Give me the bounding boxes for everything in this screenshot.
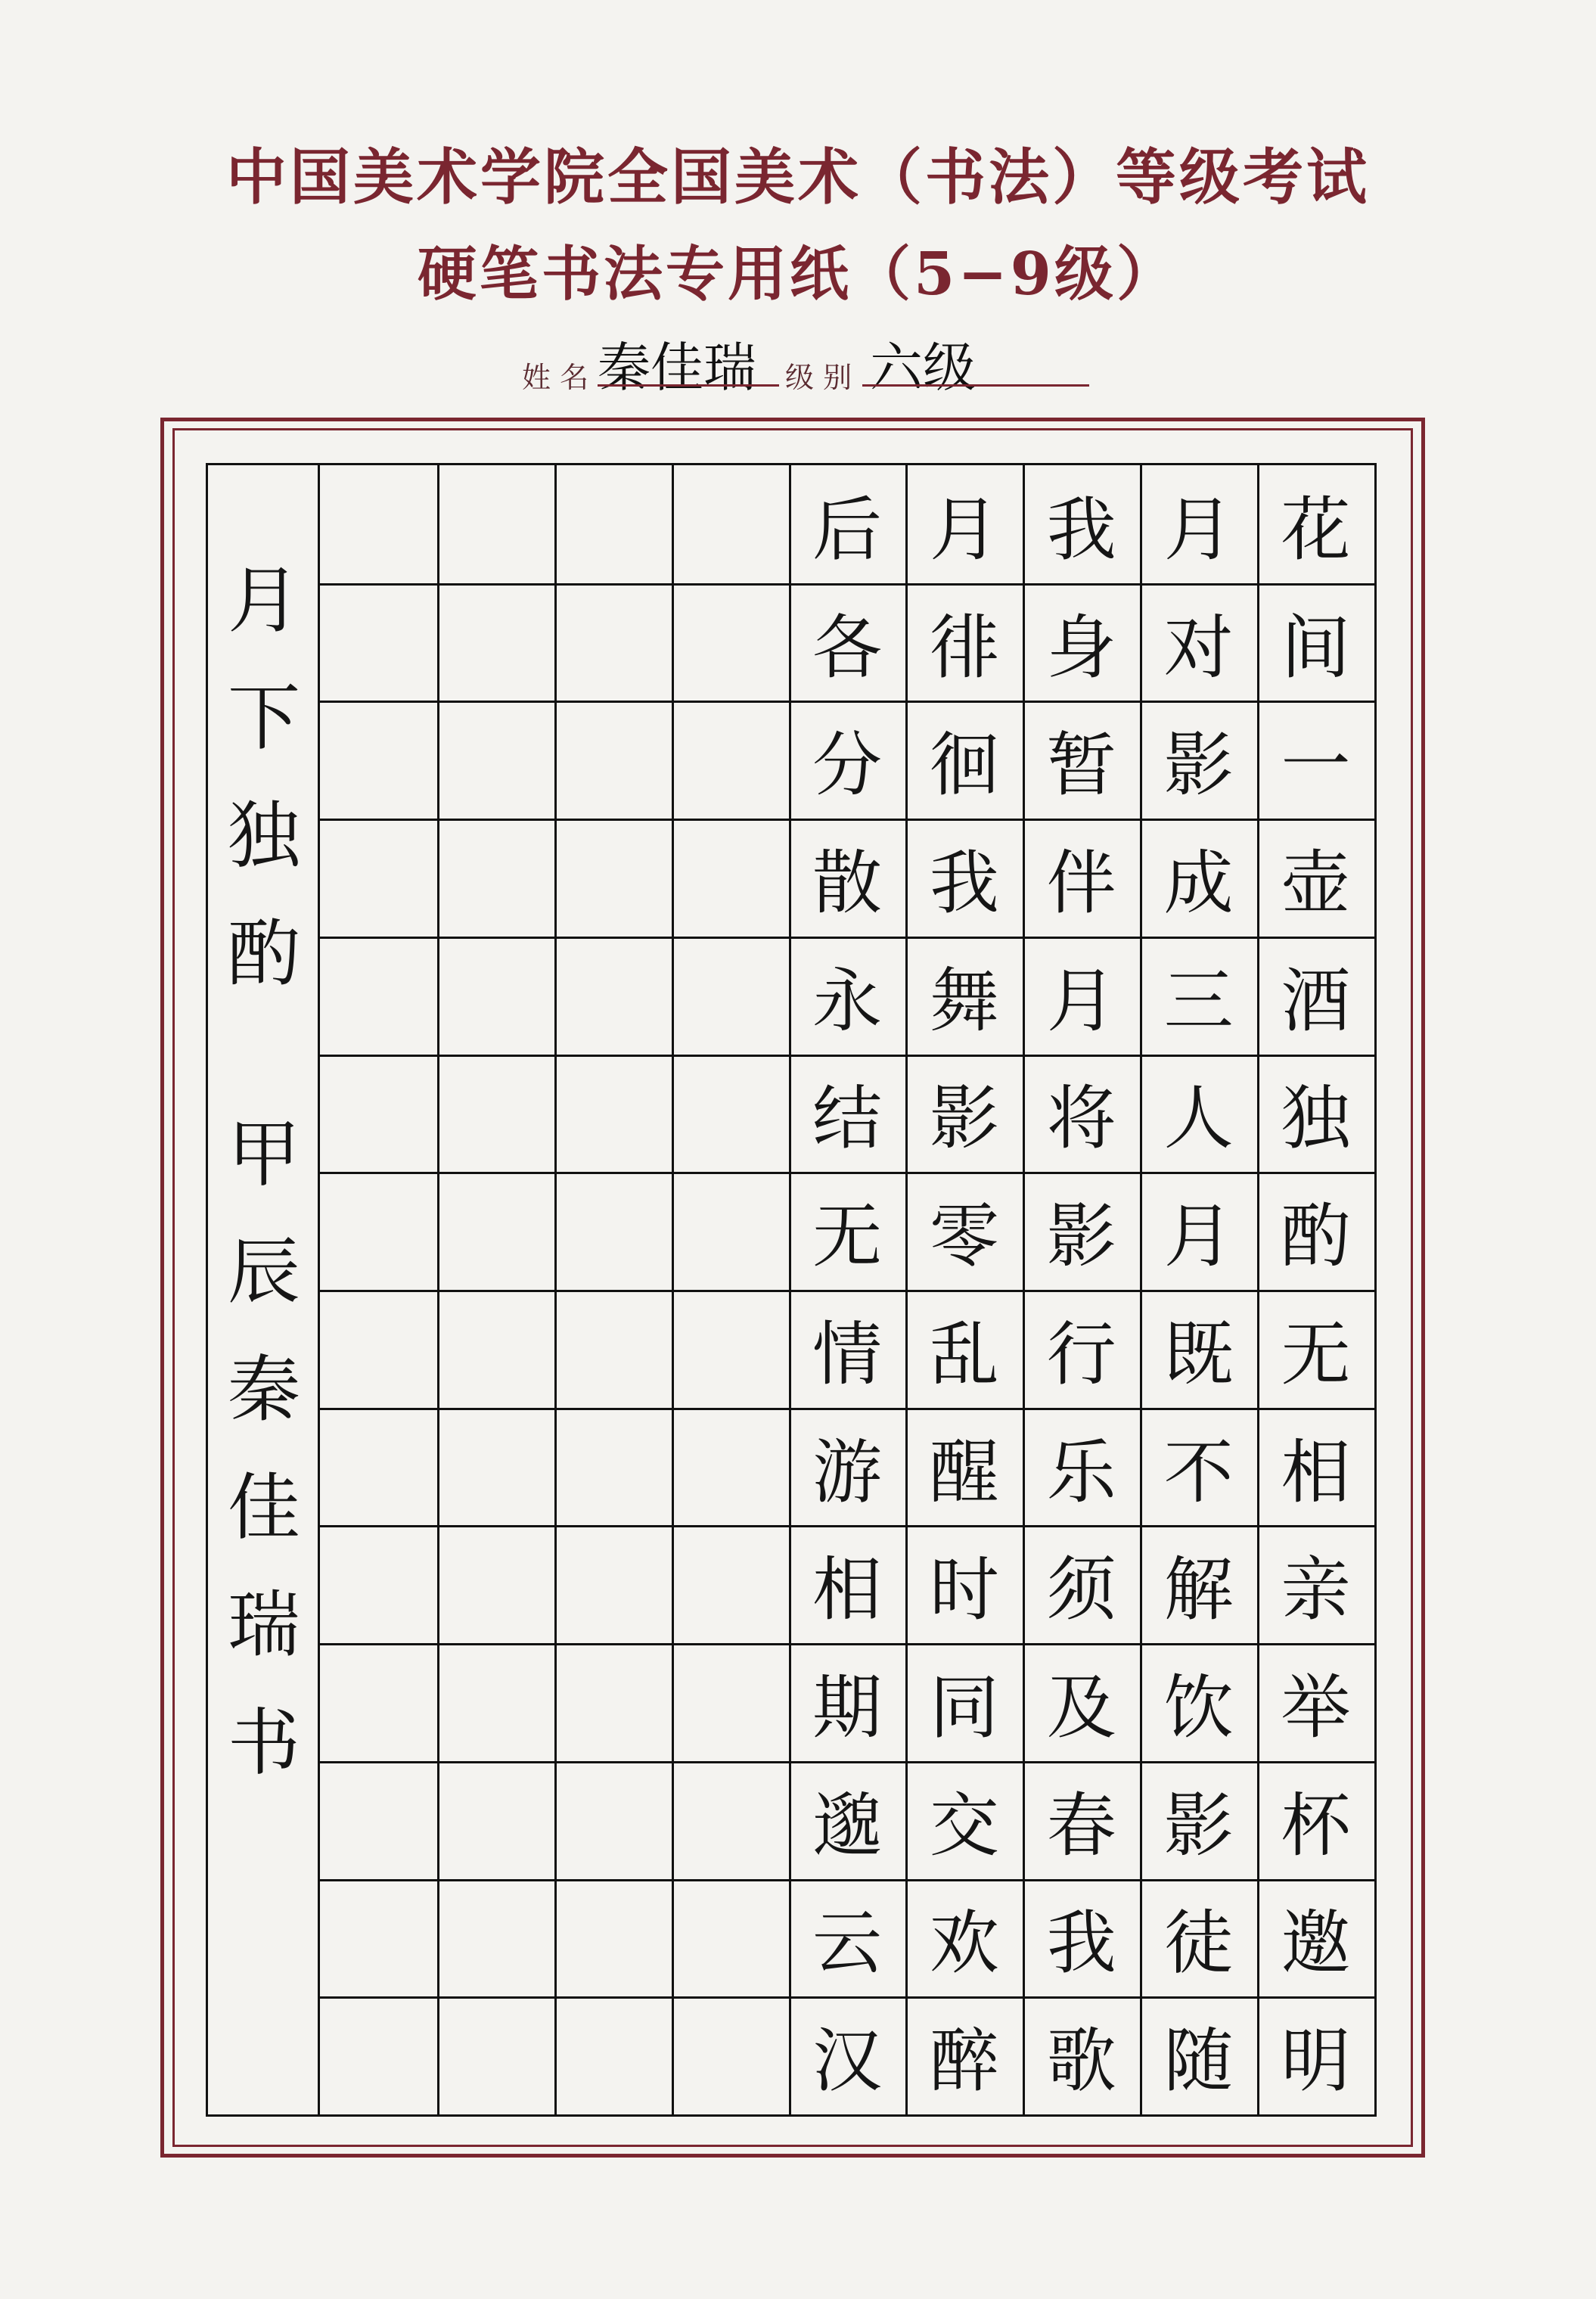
poem-char: 将: [1046, 1078, 1116, 1160]
poem-char: 明: [1281, 2021, 1351, 2102]
level-underline: [862, 384, 1089, 387]
poem-char: 及: [1046, 1667, 1116, 1748]
poem-char: 杯: [1281, 1785, 1351, 1866]
poem-char: 解: [1163, 1549, 1234, 1631]
poem-char: 不: [1163, 1431, 1234, 1513]
signature-char: 瑞: [228, 1583, 300, 1668]
poem-char: 歌: [1046, 2021, 1116, 2102]
poem-char: 月: [929, 489, 999, 570]
poem-char: 游: [812, 1431, 882, 1513]
poem-char: 间: [1281, 607, 1351, 688]
poem-char: 春: [1046, 1785, 1116, 1866]
signature-column: [208, 465, 320, 2114]
poem-char: 影: [929, 1078, 999, 1160]
poem-char: 影: [1163, 1785, 1234, 1866]
poem-char: 欢: [929, 1903, 999, 1984]
poem-char: 我: [1046, 1903, 1116, 1984]
poem-char: 随: [1163, 2021, 1234, 2102]
poem-char: 云: [812, 1903, 882, 1984]
poem-char: 结: [812, 1078, 882, 1160]
signature-char: 书: [228, 1701, 300, 1786]
name-level-bar: [522, 318, 1097, 399]
poem-char: 饮: [1163, 1667, 1234, 1748]
poem-char: 影: [1163, 725, 1234, 806]
poem-char: 徊: [929, 725, 999, 806]
poem-char: 徒: [1163, 1903, 1234, 1984]
poem-char: 邈: [812, 1785, 882, 1866]
poem-char: 举: [1281, 1667, 1351, 1748]
poem-char: 独: [1281, 1078, 1351, 1160]
poem-char: 身: [1046, 607, 1116, 688]
poem-char: 零: [929, 1196, 999, 1278]
name-value: 秦佳瑞: [598, 337, 756, 399]
poem-char: 影: [1046, 1196, 1116, 1278]
signature-char: 下: [228, 676, 300, 761]
signature-char: 月: [228, 558, 300, 643]
poem-char: 酌: [1281, 1196, 1351, 1278]
poem-char: 醒: [929, 1431, 999, 1513]
poem-char: 各: [812, 607, 882, 688]
poem-char: 交: [929, 1785, 999, 1866]
poem-char: 月: [1046, 960, 1116, 1042]
poem-char: 月: [1163, 489, 1234, 570]
poem-char: 行: [1046, 1313, 1116, 1395]
poem-char: 无: [1281, 1313, 1351, 1395]
poem-char: 花: [1281, 489, 1351, 570]
poem-char: 乐: [1046, 1431, 1116, 1513]
poem-char: 时: [929, 1549, 999, 1631]
poem-char: 相: [812, 1549, 882, 1631]
poem-char: 既: [1163, 1313, 1234, 1395]
poem-char: 舞: [929, 960, 999, 1042]
poem-char: 人: [1163, 1078, 1234, 1160]
poem-char: 乱: [929, 1313, 999, 1395]
poem-char: 一: [1281, 725, 1351, 806]
level-label: 级 别: [785, 361, 852, 394]
writing-grid: [206, 463, 1377, 2117]
signature-char: 酌: [228, 911, 300, 996]
signature-char: 秦: [228, 1347, 300, 1433]
signature-char: 甲: [228, 1111, 300, 1197]
signature-char: 佳: [228, 1465, 300, 1550]
poem-char: 我: [929, 842, 999, 924]
poem-char: 汉: [812, 2021, 882, 2102]
sheet-subtitle: 硬笔书法专用纸（5−9级）: [418, 240, 1178, 309]
poem-char: 成: [1163, 842, 1234, 924]
poem-char: 同: [929, 1667, 999, 1748]
poem-char: 分: [812, 725, 882, 806]
poem-char: 相: [1281, 1431, 1351, 1513]
poem-char: 对: [1163, 607, 1234, 688]
poem-char: 无: [812, 1196, 882, 1278]
poem-char: 暂: [1046, 725, 1116, 806]
poem-char: 月: [1163, 1196, 1234, 1278]
poem-char: 永: [812, 960, 882, 1042]
poem-char: 邀: [1281, 1903, 1351, 1984]
poem-char: 亲: [1281, 1549, 1351, 1631]
signature-char: 辰: [228, 1229, 300, 1315]
poem-char: 徘: [929, 607, 999, 688]
poem-char: 散: [812, 842, 882, 924]
name-label: 姓 名: [522, 361, 589, 394]
poem-char: 壶: [1281, 842, 1351, 924]
signature-char: 独: [228, 794, 300, 879]
poem-char: 后: [812, 489, 882, 570]
poem-char: 三: [1163, 960, 1234, 1042]
poem-char: 酒: [1281, 960, 1351, 1042]
name-underline: [598, 384, 779, 387]
poem-char: 须: [1046, 1549, 1116, 1631]
poem-char: 情: [812, 1313, 882, 1395]
poem-char: 期: [812, 1667, 882, 1748]
poem-char: 醉: [929, 2021, 999, 2102]
level-value: 六级: [870, 337, 976, 399]
poem-char: 我: [1046, 489, 1116, 570]
sheet-title: 中国美术学院全国美术（书法）等级考试: [226, 141, 1370, 213]
poem-char: 伴: [1046, 842, 1116, 924]
